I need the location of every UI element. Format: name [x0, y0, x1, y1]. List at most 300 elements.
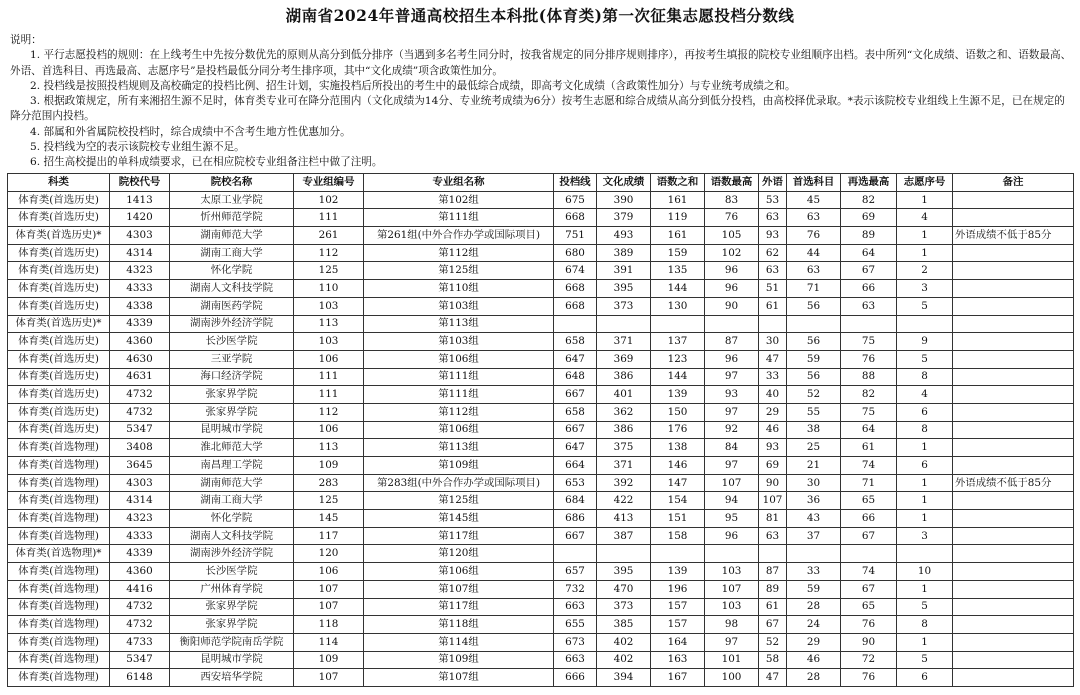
table-cell: 长沙医学院 — [170, 333, 294, 351]
table-cell: 118 — [294, 616, 364, 634]
table-cell: 389 — [597, 244, 651, 262]
table-cell: 外语成绩不低于85分 — [953, 227, 1074, 245]
table-cell: 4 — [897, 209, 953, 227]
table-cell: 1420 — [110, 209, 170, 227]
table-cell: 6 — [897, 457, 953, 475]
table-cell: 111 — [294, 368, 364, 386]
table-cell: 390 — [597, 191, 651, 209]
table-cell: 1 — [897, 492, 953, 510]
table-cell: 90 — [705, 297, 759, 315]
table-cell: 261 — [294, 227, 364, 245]
table-cell — [953, 439, 1074, 457]
table-cell: 371 — [597, 457, 651, 475]
notes-heading: 说明： — [10, 34, 42, 46]
table-cell: 109 — [294, 651, 364, 669]
table-cell: 675 — [554, 191, 597, 209]
table-cell: 117 — [294, 527, 364, 545]
table-cell: 667 — [554, 421, 597, 439]
column-header: 志愿序号 — [897, 174, 953, 192]
table-cell: 体育类(首选历史) — [8, 421, 110, 439]
table-cell: 张家界学院 — [170, 386, 294, 404]
table-cell — [841, 315, 897, 333]
table-cell: 96 — [705, 527, 759, 545]
table-cell: 体育类(首选历史) — [8, 262, 110, 280]
table-cell: 40 — [759, 386, 787, 404]
table-cell: 402 — [597, 633, 651, 651]
table-cell: 373 — [597, 297, 651, 315]
table-cell: 69 — [759, 457, 787, 475]
table-cell: 655 — [554, 616, 597, 634]
table-cell: 52 — [787, 386, 841, 404]
table-cell — [897, 315, 953, 333]
table-cell: 第111组 — [364, 209, 554, 227]
table-cell: 66 — [841, 510, 897, 528]
table-cell: 137 — [651, 333, 705, 351]
table-cell: 怀化学院 — [170, 262, 294, 280]
table-cell: 67 — [841, 580, 897, 598]
table-cell: 664 — [554, 457, 597, 475]
table-cell: 1 — [897, 244, 953, 262]
table-cell: 75 — [841, 403, 897, 421]
table-cell: 29 — [759, 403, 787, 421]
table-row — [8, 333, 1074, 351]
table-cell — [953, 280, 1074, 298]
table-cell — [953, 315, 1074, 333]
table-cell: 107 — [705, 474, 759, 492]
table-cell: 6 — [897, 669, 953, 687]
table-cell: 淮北师范大学 — [170, 439, 294, 457]
table-cell — [953, 580, 1074, 598]
table-cell: 33 — [787, 563, 841, 581]
table-cell — [897, 545, 953, 563]
table-cell: 5 — [897, 651, 953, 669]
table-cell: 西安培华学院 — [170, 669, 294, 687]
note-item: 4. 部属和外省属院校投档时，综合成绩中不含考生地方性优惠加分。 — [30, 125, 351, 138]
table-row — [8, 227, 1074, 245]
table-cell: 体育类(首选历史) — [8, 333, 110, 351]
table-cell — [597, 545, 651, 563]
table-cell: 401 — [597, 386, 651, 404]
table-cell: 114 — [294, 633, 364, 651]
column-header: 语数之和 — [651, 174, 705, 192]
table-cell: 62 — [759, 244, 787, 262]
table-cell: 体育类(首选历史) — [8, 403, 110, 421]
table-cell: 150 — [651, 403, 705, 421]
table-cell: 36 — [787, 492, 841, 510]
table-cell: 102 — [294, 191, 364, 209]
note-item: 6. 招生高校提出的单科成绩要求，已在相应院校专业组备注栏中做了注明。 — [30, 156, 383, 169]
table-cell: 三亚学院 — [170, 350, 294, 368]
note-item: 3. 根据政策规定，所有来湘招生源不足时，体育类专业可在降分范围内（文化成绩为14分、专业统考成绩为6分）按考生志愿和综合成绩从高分到低分投档，由高校择优录取。*表示该院校专业组线上生源不足，已在规定的降分范围内投档。 — [10, 95, 1065, 123]
table-cell: 71 — [841, 474, 897, 492]
table-cell — [953, 368, 1074, 386]
table-cell: 52 — [759, 633, 787, 651]
table-cell: 87 — [759, 563, 787, 581]
table-cell — [953, 262, 1074, 280]
table-cell: 102 — [705, 244, 759, 262]
table-cell: 体育类(首选物理) — [8, 563, 110, 581]
table-cell: 58 — [759, 651, 787, 669]
table-cell: 392 — [597, 474, 651, 492]
table-cell: 南昌理工学院 — [170, 457, 294, 475]
table-cell: 4339 — [110, 545, 170, 563]
table-cell: 668 — [554, 209, 597, 227]
table-cell: 64 — [841, 421, 897, 439]
table-cell: 402 — [597, 651, 651, 669]
column-header: 首选科目 — [787, 174, 841, 192]
table-cell: 46 — [759, 421, 787, 439]
table-cell: 93 — [759, 439, 787, 457]
table-cell — [953, 527, 1074, 545]
table-cell: 4733 — [110, 633, 170, 651]
table-cell: 24 — [787, 616, 841, 634]
table-cell: 76 — [787, 227, 841, 245]
table-cell: 张家界学院 — [170, 403, 294, 421]
table-cell: 33 — [759, 368, 787, 386]
table-cell: 1 — [897, 510, 953, 528]
table-cell: 第106组 — [364, 350, 554, 368]
table-cell: 30 — [759, 333, 787, 351]
table-row — [8, 191, 1074, 209]
table-cell: 56 — [787, 297, 841, 315]
table-row — [8, 474, 1074, 492]
table-cell: 100 — [705, 669, 759, 687]
note-item: 5. 投档线为空的表示该院校专业组生源不足。 — [30, 141, 245, 154]
table-cell: 8 — [897, 368, 953, 386]
table-cell: 112 — [294, 244, 364, 262]
table-cell: 4416 — [110, 580, 170, 598]
table-cell: 昆明城市学院 — [170, 651, 294, 669]
table-cell: 体育类(首选历史) — [8, 368, 110, 386]
table-cell: 107 — [294, 598, 364, 616]
table-cell: 63 — [759, 527, 787, 545]
table-cell: 145 — [294, 510, 364, 528]
table-cell: 4630 — [110, 350, 170, 368]
table-cell — [953, 403, 1074, 421]
table-cell: 第125组 — [364, 262, 554, 280]
table-cell: 395 — [597, 280, 651, 298]
table-cell: 103 — [705, 598, 759, 616]
table-cell: 283 — [294, 474, 364, 492]
table-cell: 96 — [705, 350, 759, 368]
table-cell: 673 — [554, 633, 597, 651]
table-cell: 74 — [841, 563, 897, 581]
table-row — [8, 527, 1074, 545]
table-cell: 680 — [554, 244, 597, 262]
table-cell: 83 — [705, 191, 759, 209]
table-cell: 1 — [897, 439, 953, 457]
table-cell — [953, 598, 1074, 616]
table-cell: 4339 — [110, 315, 170, 333]
table-cell: 第109组 — [364, 457, 554, 475]
table-cell: 82 — [841, 191, 897, 209]
table-cell: 第110组 — [364, 280, 554, 298]
table-cell: 167 — [651, 669, 705, 687]
table-cell: 56 — [787, 368, 841, 386]
table-row — [8, 563, 1074, 581]
table-cell: 4314 — [110, 492, 170, 510]
table-cell: 6 — [897, 403, 953, 421]
score-table — [7, 173, 1074, 687]
table-cell: 外语成绩不低于85分 — [953, 474, 1074, 492]
table-cell: 63 — [759, 209, 787, 227]
table-cell: 第117组 — [364, 598, 554, 616]
table-cell: 63 — [787, 209, 841, 227]
table-cell: 667 — [554, 527, 597, 545]
column-header: 备注 — [953, 174, 1074, 192]
table-row — [8, 315, 1074, 333]
table-cell: 第109组 — [364, 651, 554, 669]
table-cell: 123 — [651, 350, 705, 368]
table-cell: 4732 — [110, 386, 170, 404]
table-cell: 第112组 — [364, 403, 554, 421]
table-cell: 4631 — [110, 368, 170, 386]
column-header: 院校名称 — [170, 174, 294, 192]
table-cell: 92 — [705, 421, 759, 439]
table-cell: 体育类(首选历史) — [8, 191, 110, 209]
table-row — [8, 651, 1074, 669]
column-header: 再选最高 — [841, 174, 897, 192]
table-cell: 97 — [705, 403, 759, 421]
table-cell: 157 — [651, 616, 705, 634]
table-cell: 103 — [294, 333, 364, 351]
table-cell: 674 — [554, 262, 597, 280]
table-cell: 38 — [787, 421, 841, 439]
table-cell: 139 — [651, 563, 705, 581]
table-cell: 663 — [554, 598, 597, 616]
table-row — [8, 439, 1074, 457]
table-cell: 5 — [897, 598, 953, 616]
column-header: 科类 — [8, 174, 110, 192]
table-cell: 667 — [554, 386, 597, 404]
table-cell — [953, 616, 1074, 634]
table-cell: 体育类(首选历史)* — [8, 315, 110, 333]
table-cell: 362 — [597, 403, 651, 421]
table-cell: 67 — [841, 527, 897, 545]
table-cell: 4338 — [110, 297, 170, 315]
table-cell: 5 — [897, 350, 953, 368]
table-cell: 75 — [841, 333, 897, 351]
table-cell: 湖南人文科技学院 — [170, 527, 294, 545]
table-cell: 怀化学院 — [170, 510, 294, 528]
table-cell: 125 — [294, 492, 364, 510]
table-cell — [759, 545, 787, 563]
table-cell — [705, 315, 759, 333]
table-cell: 4323 — [110, 262, 170, 280]
table-cell: 666 — [554, 669, 597, 687]
table-cell: 第113组 — [364, 315, 554, 333]
table-cell: 101 — [705, 651, 759, 669]
table-cell: 1 — [897, 191, 953, 209]
table-cell: 广州体育学院 — [170, 580, 294, 598]
table-cell: 668 — [554, 280, 597, 298]
table-cell: 忻州师范学院 — [170, 209, 294, 227]
table-cell: 3 — [897, 280, 953, 298]
table-cell: 135 — [651, 262, 705, 280]
table-cell: 69 — [841, 209, 897, 227]
table-cell: 97 — [705, 457, 759, 475]
column-header: 文化成绩 — [597, 174, 651, 192]
table-cell: 8 — [897, 616, 953, 634]
table-cell: 63 — [787, 262, 841, 280]
table-cell: 体育类(首选历史) — [8, 209, 110, 227]
table-cell: 164 — [651, 633, 705, 651]
table-cell: 76 — [841, 616, 897, 634]
table-cell: 37 — [787, 527, 841, 545]
table-cell — [953, 651, 1074, 669]
table-cell: 45 — [787, 191, 841, 209]
table-cell: 97 — [705, 368, 759, 386]
table-cell: 47 — [759, 350, 787, 368]
table-row — [8, 280, 1074, 298]
table-cell: 第113组 — [364, 439, 554, 457]
table-cell: 1 — [897, 474, 953, 492]
table-cell: 21 — [787, 457, 841, 475]
table-cell: 59 — [787, 580, 841, 598]
table-cell: 369 — [597, 350, 651, 368]
table-cell: 53 — [759, 191, 787, 209]
table-row — [8, 244, 1074, 262]
table-cell: 体育类(首选物理) — [8, 580, 110, 598]
table-cell — [953, 510, 1074, 528]
table-cell: 长沙医学院 — [170, 563, 294, 581]
table-cell — [953, 633, 1074, 651]
table-cell: 1 — [897, 580, 953, 598]
table-cell: 90 — [759, 474, 787, 492]
table-cell: 9 — [897, 333, 953, 351]
table-cell: 648 — [554, 368, 597, 386]
table-cell: 151 — [651, 510, 705, 528]
table-cell: 56 — [787, 333, 841, 351]
table-cell: 394 — [597, 669, 651, 687]
table-cell: 647 — [554, 350, 597, 368]
table-cell: 653 — [554, 474, 597, 492]
table-cell: 470 — [597, 580, 651, 598]
table-cell — [953, 244, 1074, 262]
table-cell: 647 — [554, 439, 597, 457]
table-cell: 98 — [705, 616, 759, 634]
table-cell: 82 — [841, 386, 897, 404]
table-cell: 第103组 — [364, 297, 554, 315]
table-cell: 第261组(中外合作办学或国际项目) — [364, 227, 554, 245]
table-cell: 732 — [554, 580, 597, 598]
table-cell: 144 — [651, 280, 705, 298]
table-cell: 3 — [897, 527, 953, 545]
table-cell: 111 — [294, 209, 364, 227]
table-cell — [787, 315, 841, 333]
table-cell: 第111组 — [364, 386, 554, 404]
table-cell: 第283组(中外合作办学或国际项目) — [364, 474, 554, 492]
table-cell: 61 — [841, 439, 897, 457]
table-cell: 89 — [759, 580, 787, 598]
table-cell: 105 — [705, 227, 759, 245]
table-cell: 湖南工商大学 — [170, 244, 294, 262]
table-cell: 46 — [787, 651, 841, 669]
table-cell: 163 — [651, 651, 705, 669]
table-cell: 196 — [651, 580, 705, 598]
table-cell — [953, 457, 1074, 475]
table-cell: 684 — [554, 492, 597, 510]
table-row — [8, 368, 1074, 386]
table-cell: 110 — [294, 280, 364, 298]
table-cell: 386 — [597, 368, 651, 386]
table-cell: 668 — [554, 297, 597, 315]
table-cell: 119 — [651, 209, 705, 227]
table-row — [8, 616, 1074, 634]
table-cell: 第111组 — [364, 368, 554, 386]
table-cell — [597, 315, 651, 333]
table-cell — [953, 492, 1074, 510]
table-cell: 63 — [841, 297, 897, 315]
table-cell: 25 — [787, 439, 841, 457]
table-cell: 76 — [705, 209, 759, 227]
table-cell: 太原工业学院 — [170, 191, 294, 209]
table-cell: 158 — [651, 527, 705, 545]
table-cell: 第125组 — [364, 492, 554, 510]
table-row — [8, 669, 1074, 687]
table-header-row — [8, 174, 1074, 192]
table-cell: 71 — [787, 280, 841, 298]
table-cell: 67 — [841, 262, 897, 280]
table-cell: 386 — [597, 421, 651, 439]
table-cell: 体育类(首选历史) — [8, 297, 110, 315]
table-cell: 体育类(首选物理) — [8, 616, 110, 634]
table-cell: 113 — [294, 439, 364, 457]
table-row — [8, 580, 1074, 598]
table-cell: 751 — [554, 227, 597, 245]
table-cell: 385 — [597, 616, 651, 634]
column-header: 语数最高 — [705, 174, 759, 192]
table-cell: 107 — [759, 492, 787, 510]
table-cell: 161 — [651, 191, 705, 209]
table-cell — [953, 563, 1074, 581]
table-cell: 29 — [787, 633, 841, 651]
table-cell: 湖南医药学院 — [170, 297, 294, 315]
table-cell: 96 — [705, 280, 759, 298]
table-cell: 第107组 — [364, 669, 554, 687]
table-cell — [787, 545, 841, 563]
table-row — [8, 492, 1074, 510]
table-row — [8, 421, 1074, 439]
table-cell: 154 — [651, 492, 705, 510]
table-cell — [841, 545, 897, 563]
table-cell: 95 — [705, 510, 759, 528]
table-cell: 体育类(首选物理) — [8, 457, 110, 475]
table-cell: 89 — [841, 227, 897, 245]
table-cell: 湖南工商大学 — [170, 492, 294, 510]
column-header: 专业组名称 — [364, 174, 554, 192]
table-row — [8, 510, 1074, 528]
table-cell — [651, 315, 705, 333]
table-cell: 张家界学院 — [170, 598, 294, 616]
table-cell: 67 — [759, 616, 787, 634]
table-cell: 4303 — [110, 474, 170, 492]
table-cell: 72 — [841, 651, 897, 669]
table-cell: 4360 — [110, 563, 170, 581]
table-cell: 体育类(首选历史) — [8, 386, 110, 404]
table-cell: 体育类(首选物理)* — [8, 545, 110, 563]
table-cell: 90 — [841, 633, 897, 651]
table-cell: 371 — [597, 333, 651, 351]
table-cell: 103 — [294, 297, 364, 315]
table-cell: 84 — [705, 439, 759, 457]
table-cell: 3408 — [110, 439, 170, 457]
table-cell: 106 — [294, 350, 364, 368]
table-cell: 28 — [787, 669, 841, 687]
table-cell: 109 — [294, 457, 364, 475]
table-cell — [705, 545, 759, 563]
table-cell: 130 — [651, 297, 705, 315]
